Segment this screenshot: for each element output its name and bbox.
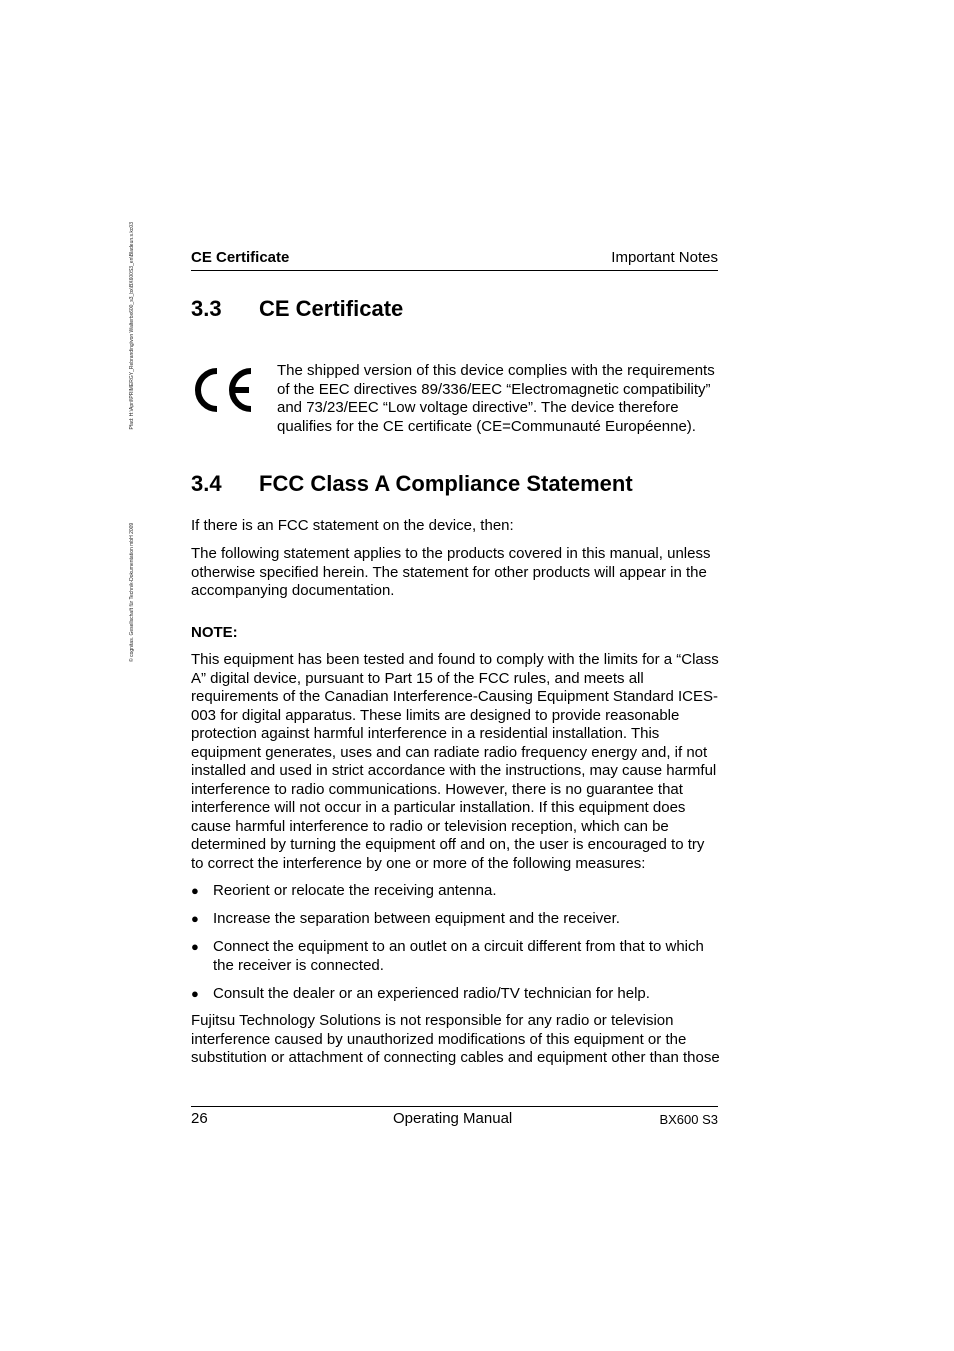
bullet-icon: ● bbox=[191, 883, 199, 898]
running-header-left: CE Certificate bbox=[191, 249, 290, 266]
bullet-icon: ● bbox=[191, 911, 199, 926]
note-label: NOTE: bbox=[191, 624, 238, 641]
list-item-text: Reorient or relocate the receiving antenna. bbox=[213, 882, 497, 899]
bullet-icon: ● bbox=[191, 985, 199, 1001]
section-number: 3.3 bbox=[191, 296, 222, 321]
side-margin-note bbox=[129, 222, 135, 662]
list-item bbox=[191, 938, 721, 975]
section-heading-fcc bbox=[191, 471, 718, 499]
section-heading-ce bbox=[191, 296, 718, 324]
section-number: 3.4 bbox=[191, 471, 222, 496]
ce-statement: The shipped version of this device complies with the requirements of the EEC directives 89/336/EEC “Electromagnetic compatibility” and 73/23/EEC “Low voltage directive”. The device therefore qualifies for the CE certificate (CE=Communauté Européenne). bbox=[277, 362, 715, 435]
fcc-applies-paragraph: The following statement applies to the products covered in this manual, unless otherwise specified herein. The statement for other products will appear in the accompanying documentation. bbox=[191, 545, 711, 599]
running-header-right: Important Notes bbox=[611, 249, 718, 266]
list-item-text: Consult the dealer or an experienced radio/TV technician for help. bbox=[213, 984, 650, 1002]
bullet-icon: ● bbox=[191, 939, 199, 954]
product-name: BX600 S3 bbox=[659, 1112, 718, 1127]
manual-title: Operating Manual bbox=[393, 1110, 513, 1127]
header-rule bbox=[191, 270, 718, 271]
closing-paragraph: Fujitsu Technology Solutions is not responsible for any radio or television interference caused by unauthorized modifications of this equipment or the substitution or attachment of connecting cables and equipment other than those bbox=[191, 1012, 720, 1066]
list-item-text: Connect the equipment to an outlet on a circuit different from that to which the receiver is connected. bbox=[213, 938, 704, 974]
footer-rule bbox=[191, 1106, 718, 1107]
list-item bbox=[191, 910, 721, 929]
copyright-note: © cognitas. Gesellschaft für Technik-Dokumentation mbH 2009 bbox=[129, 522, 135, 662]
list-item bbox=[191, 882, 721, 901]
section-title: FCC Class A Compliance Statement bbox=[259, 471, 633, 496]
measures-list bbox=[191, 882, 721, 1003]
note-body: This equipment has been tested and found to comply with the limits for a “Class A” digital device, pursuant to Part 15 of the FCC rules, and meets all requirements of the Canadian Interference-Causing Equipment Standard ICES-003 for digital apparatus. These limits are designed to provide reasonable protection against harmful interference in a residential installation. This equipment generates, uses and can radiate radio frequency energy and, if not installed and used in strict accordance with the instructions, may cause harmful interference to radio communications. However, there is no guarantee that interference will not occur in a particular installation. If this equipment does cause harmful interference to radio or television reception, which can be determined by turning the equipment off and on, the user is encouraged to try to correct the interference by one or more of the following measures: bbox=[191, 651, 719, 872]
page-number: 26 bbox=[191, 1110, 208, 1127]
list-item bbox=[191, 985, 721, 1004]
ce-mark-icon bbox=[193, 366, 255, 414]
section-title: CE Certificate bbox=[259, 296, 404, 321]
list-item-text: Increase the separation between equipment and the receiver. bbox=[213, 910, 620, 927]
file-path-note: Pfad: H:\April\PRIMERGY_Rebranding\von Walterbx600_s3_bx\BX600S3_en\Bladeun.s.kc03 bbox=[129, 222, 135, 430]
fcc-intro: If there is an FCC statement on the device, then: bbox=[191, 517, 514, 534]
